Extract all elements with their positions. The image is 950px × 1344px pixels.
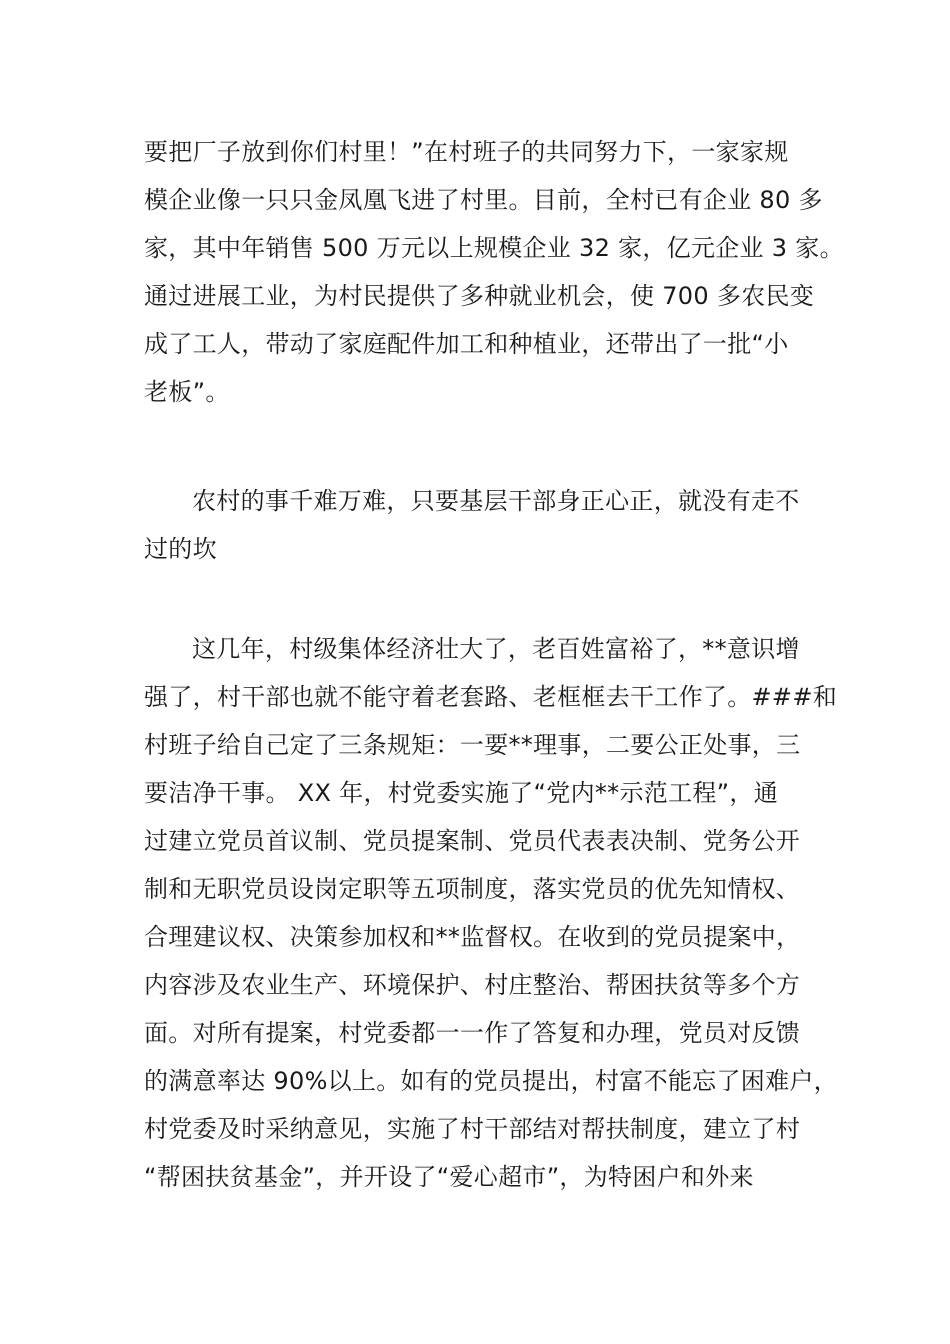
text-line: 村党委及时采纳意见，实施了村干部结对帮扶制度，建立了村 — [144, 1115, 801, 1143]
text-line: 要把厂子放到你们村里！”在村班子的共同努力下，一家家规 — [144, 138, 789, 166]
paragraph-2-heading — [144, 477, 812, 573]
text-line: 面。对所有提案，村党委都一一作了答复和办理，党员对反馈 — [144, 1019, 801, 1047]
text-line: 模企业像一只只金凤凰飞进了村里。目前，全村已有企业 80 多 — [144, 186, 823, 214]
text-line: 过的坎 — [144, 535, 217, 563]
text-line: 内容涉及农业生产、环境保护、村庄整治、帮困扶贫等多个方 — [144, 971, 801, 999]
text-line: 的满意率达 90%以上。如有的党员提出，村富不能忘了困难户， — [144, 1067, 838, 1095]
text-line: 老板”。 — [144, 378, 230, 406]
text-line: 制和无职党员设岗定职等五项制度，落实党员的优先知情权、 — [144, 875, 801, 903]
text-line: 成了工人，带动了家庭配件加工和种植业，还带出了一批“小 — [144, 330, 789, 358]
text-line: 过建立党员首议制、党员提案制、党员代表表决制、党务公开 — [144, 827, 801, 855]
paragraph-3 — [144, 625, 838, 1201]
text-line: 强了，村干部也就不能守着老套路、老框框去干工作了。###和 — [144, 683, 838, 711]
text-line: 农村的事千难万难，只要基层干部身正心正，就没有走不 — [192, 487, 800, 515]
text-line: 合理建议权、决策参加权和**监督权。在收到的党员提案中， — [144, 923, 801, 951]
text-line: 这几年，村级集体经济壮大了，老百姓富裕了，**意识增 — [192, 635, 800, 663]
text-line: 家，其中年销售 500 万元以上规模企业 32 家，亿元企业 3 家。 — [144, 234, 844, 262]
paragraph-1 — [144, 128, 844, 416]
text-line: 通过进展工业，为村民提供了多种就业机会，使 700 多农民变 — [144, 282, 815, 310]
text-line: “帮困扶贫基金”，并开设了“爱心超市”，为特困户和外来 — [144, 1163, 754, 1191]
text-line: 要洁净干事。 XX 年，村党委实施了“党内**示范工程”，通 — [144, 779, 779, 807]
text-line: 村班子给自己定了三条规矩：一要**理事，二要公正处事，三 — [144, 731, 801, 759]
